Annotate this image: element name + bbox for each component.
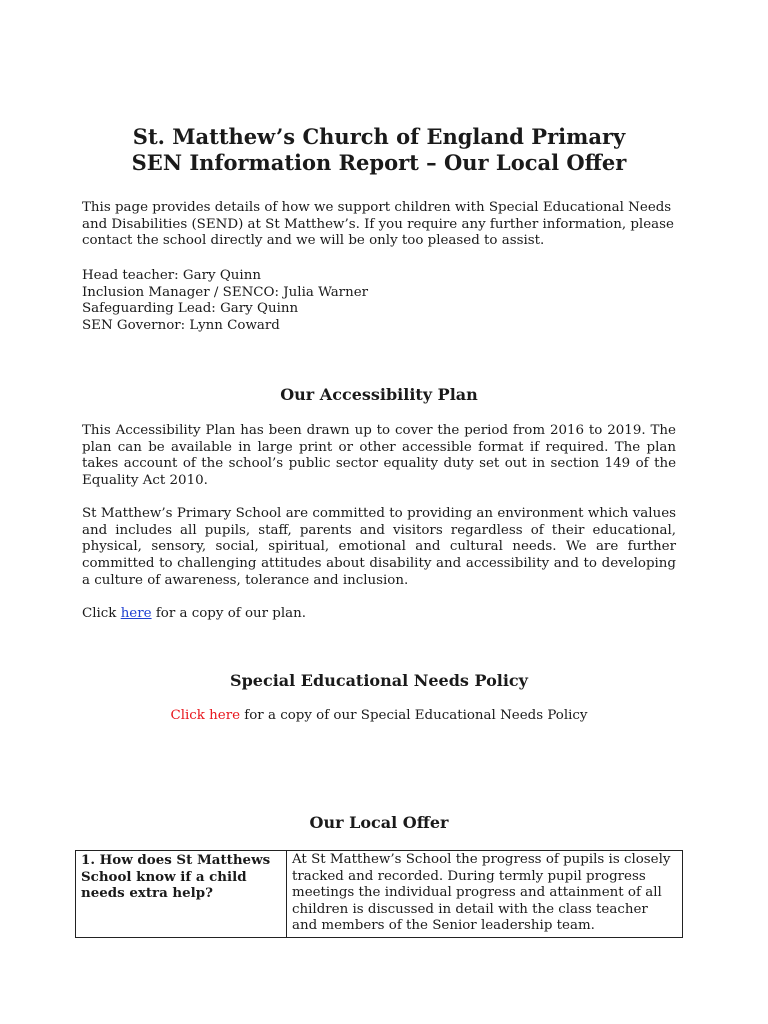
table-row <box>76 851 683 938</box>
title-line-1: St. Matthew’s Church of England Primary <box>132 124 626 149</box>
accessibility-plan-line <box>82 606 676 623</box>
title-line-2: SEN Information Report – Our Local Offer <box>131 150 627 175</box>
intro-paragraph: This page provides details of how we support children with Special Educational Needs and Disabilities (SEND) at St Matthew’s. If you require any further information, please contact the school directly and we will be only too pleased to assist. <box>82 200 674 249</box>
contact-head-teacher: Head teacher: Gary Quinn <box>82 268 261 283</box>
contact-senco: Inclusion Manager / SENCO: Julia Warner <box>82 284 369 300</box>
accessibility-plan-link[interactable]: here <box>120 606 152 621</box>
click-suffix: for a copy of our plan. <box>151 606 307 621</box>
sen-policy-line <box>82 708 676 725</box>
contact-safeguarding-lead: Safeguarding Lead: Gary Quinn <box>82 301 299 316</box>
sen-policy-link[interactable]: Click here <box>170 708 241 723</box>
offer-answer-cell: At St Matthew’s School the progress of pupils is closely tracked and recorded. During termly pupil progress meetings the individual progress and attainment of all children is discussed in detail with the class teacher and members of the Senior leadership team. <box>287 851 683 938</box>
page-title <box>82 124 676 176</box>
click-prefix: Click <box>82 606 121 621</box>
sen-policy-heading: Special Educational Needs Policy <box>230 671 528 690</box>
sen-policy-suffix: for a copy of our Special Educational Needs Policy <box>240 708 588 723</box>
accessibility-heading: Our Accessibility Plan <box>280 385 478 404</box>
contact-list <box>82 268 368 334</box>
accessibility-paragraph-2: St Matthew’s Primary School are committed to providing an environment which values and includes all pupils, staff, parents and visitors regardless of their educational, physical, sensory, social, spiritual, emotional and cultural needs. We are further committed to challenging attitudes about disability and accessibility and to developing a culture of awareness, tolerance and inclusion. <box>82 506 676 588</box>
local-offer-table <box>75 850 683 938</box>
local-offer-heading: Our Local Offer <box>309 813 449 832</box>
contact-sen-governor: SEN Governor: Lynn Coward <box>82 317 280 333</box>
offer-question-cell: 1. How does St Matthews School know if a child needs extra help? <box>76 851 287 938</box>
accessibility-paragraph-1: This Accessibility Plan has been drawn up to cover the period from 2016 to 2019. The plan can be available in large print or other accessible format if required. The plan takes account of the school’s public sector equality duty set out in section 149 of the Equality Act 2010. <box>82 423 676 489</box>
